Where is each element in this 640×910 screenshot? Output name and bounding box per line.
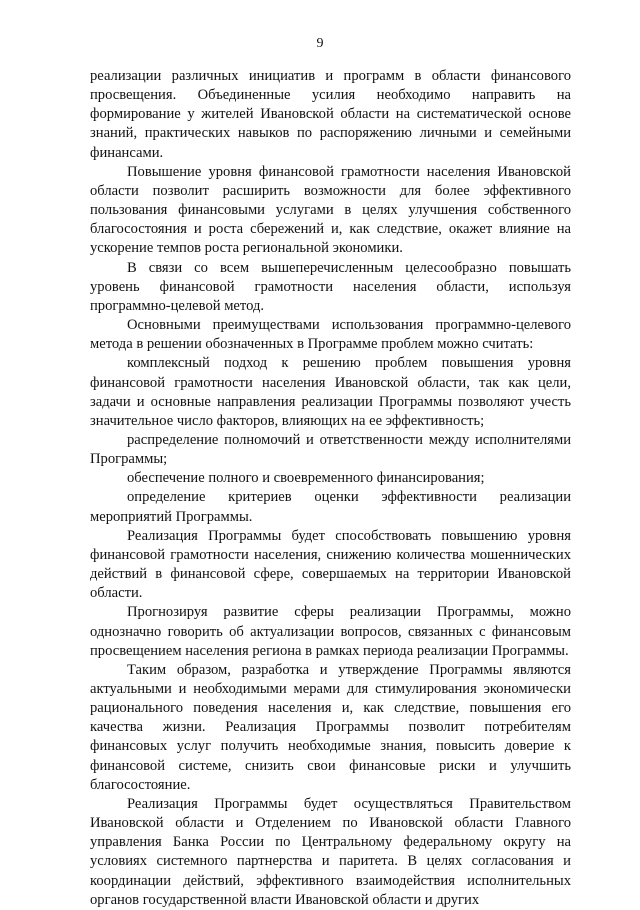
- paragraph-continuation: реализации различных инициатив и программ в области финансового просвещения. Объединенные усилия необходимо направить на формирование у жителей Ивановской области на систематической основе знаний, практических навыков по распоряжению личными и семейными финансами.: [90, 68, 571, 161]
- list-item-evaluation-criteria: определение критериев оценки эффективности реализации мероприятий Программы.: [90, 489, 571, 525]
- paragraph-implementation: Реализация Программы будет осуществляться Правительством Ивановской области и Отделением по Ивановской области Главного управления Банка России по Центральному федеральному округу на условиях системного партнерства и паритета. В целях согласования и координации действий, эффективного взаимодействия исполнительных органов государственной власти Ивановской области и других: [90, 795, 571, 908]
- document-body: [90, 67, 571, 910]
- paragraph-conclusion: Таким образом, разработка и утверждение Программы являются актуальными и необходимыми мерами для стимулирования экономически рационального поведения населения и, как следствие, повышения его качества жизни. Реализация Программы позволит потребителям финансовых услуг получить необходимые знания, повысить доверие к финансовой системе, снизить свои финансовые риски и улучшить благосостояние.: [90, 661, 571, 793]
- paragraph-program-effect: Реализация Программы будет способствовать повышению уровня финансовой грамотности населения, снижению количества мошеннических действий в финансовой сфере, совершаемых на территории Ивановской области.: [90, 527, 571, 602]
- page-number: 9: [316, 36, 324, 51]
- list-item-comprehensive-approach: комплексный подход к решению проблем повышения уровня финансовой грамотности населения Ивановской области, так как цели, задачи и основные направления реализации Программы позволяют учесть значительное число факторов, влияющих на ее эффективность;: [90, 355, 571, 429]
- list-item-funding: обеспечение полного и своевременного финансирования;: [127, 470, 485, 487]
- paragraph-program-target-method: В связи со всем вышеперечисленным целесообразно повышать уровень финансовой грамотности населения области, используя программно-целевой метод.: [90, 259, 571, 314]
- list-item-responsibility-distribution: распределение полномочий и ответственности между исполнителями Программы;: [90, 431, 571, 468]
- paragraph-forecast: Прогнозируя развитие сферы реализации Программы, можно однозначно говорить об актуализации вопросов, связанных с финансовым просвещением населения региона в рамках периода реализации Программы.: [90, 604, 571, 659]
- paragraph-advantages-intro: Основными преимуществами использования программно-целевого метода в решении обозначенных в Программе проблем можно считать:: [90, 317, 571, 353]
- paragraph-financial-literacy-benefits: Повышение уровня финансовой грамотности населения Ивановской области позволит расширить возможности для более эффективного пользования финансовыми услугами в целях улучшения собственного благосостояния и роста сбережений и, как следствие, окажет влияние на ускорение темпов роста региональной экономики.: [90, 163, 571, 257]
